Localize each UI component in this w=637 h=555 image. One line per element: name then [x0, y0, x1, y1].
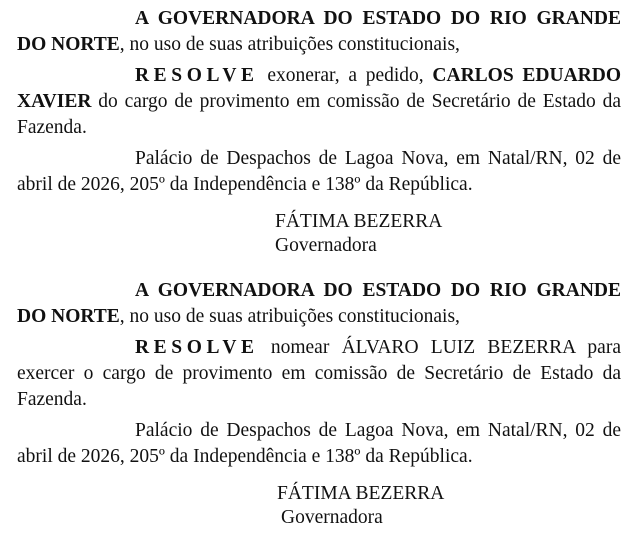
preamble-text: , no uso de suas atribuições constitucionais,	[119, 306, 460, 327]
signer-name: FÁTIMA BEZERRA	[277, 483, 445, 504]
preamble-authority: A GOVERNADORA DO ESTADO DO RIO GRANDE DO NORTE	[17, 280, 621, 327]
resolve-keyword: RESOLVE	[135, 65, 259, 86]
preamble-paragraph	[17, 278, 621, 330]
signer-role: Governadora	[275, 235, 377, 256]
exoneration-act	[17, 6, 621, 258]
preamble-authority: A GOVERNADORA DO ESTADO DO RIO GRANDE DO NORTE	[17, 8, 621, 55]
signer-role: Governadora	[281, 507, 383, 528]
resolve-keyword: RESOLVE	[135, 337, 259, 358]
preamble-text: , no uso de suas atribuições constitucionais,	[119, 34, 460, 55]
decree-document	[17, 6, 621, 530]
signer-name: FÁTIMA BEZERRA	[275, 211, 443, 232]
action-suffix: do cargo de provimento em comissão de Secretário de Estado da Fazenda.	[17, 91, 621, 138]
signature-block	[17, 482, 621, 530]
signature-block	[17, 210, 621, 258]
resolution-paragraph	[17, 335, 621, 413]
action-suffix: para exercer o cargo de provimento em comissão de Secretário de Estado da Fazenda.	[17, 337, 621, 410]
place-date-paragraph: Palácio de Despachos de Lagoa Nova, em Natal/RN, 02 de abril de 2026, 205º da Independência e 138º da República.	[17, 420, 621, 467]
action-prefix: nomear	[258, 337, 342, 358]
person-name: ÁLVARO LUIZ BEZERRA	[341, 337, 576, 358]
appointment-act	[17, 278, 621, 530]
place-date-paragraph: Palácio de Despachos de Lagoa Nova, em Natal/RN, 02 de abril de 2026, 205º da Independência e 138º da República.	[17, 148, 621, 195]
action-prefix: exonerar, a pedido,	[258, 65, 433, 86]
person-name: CARLOS EDUARDO XAVIER	[17, 65, 621, 112]
preamble-paragraph	[17, 6, 621, 58]
resolution-paragraph	[17, 63, 621, 141]
